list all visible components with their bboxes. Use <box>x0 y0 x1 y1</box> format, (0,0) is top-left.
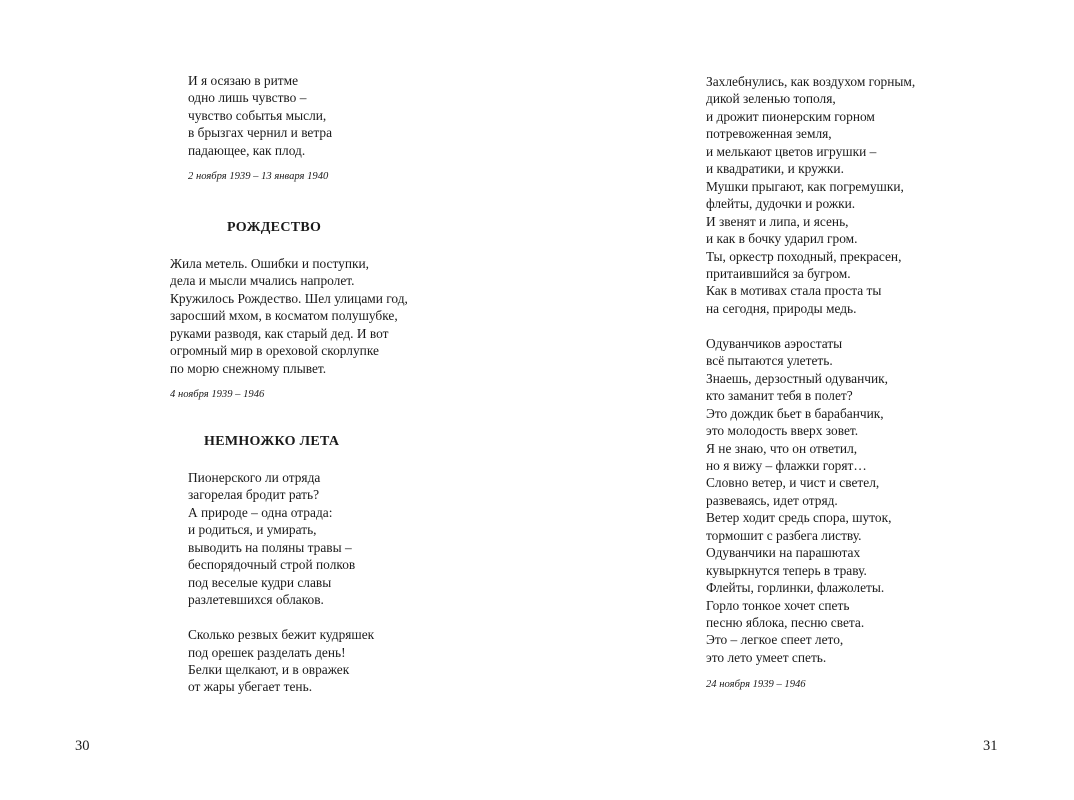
poem-line: Одуванчики на парашютах <box>706 545 861 561</box>
poem-line: Одуванчиков аэростаты <box>706 335 843 351</box>
poem-line: на сегодня, природы медь. <box>706 300 857 316</box>
poem-line: дикой зеленью тополя, <box>706 91 836 107</box>
poem-line: и дрожит пионерским горном <box>706 108 875 124</box>
stanza <box>188 626 374 696</box>
poem-line: Пионерского ли отряда <box>188 470 321 485</box>
poem-christmas-text <box>170 255 408 377</box>
poem-line: Захлебнулись, как воздухом горным, <box>706 74 916 89</box>
poem-line: всё пытаются улететь. <box>706 353 833 369</box>
poem-line: по морю снежному плывет. <box>170 360 327 376</box>
poem-line: заросший мхом, в косматом полушубке, <box>170 308 398 324</box>
poem-line: Кружилось Рождество. Шел улицами год, <box>170 290 408 306</box>
poem-line: И я осязаю в ритме <box>188 73 299 88</box>
fragment-date: 2 ноября 1939 – 13 января 1940 <box>188 171 329 182</box>
poem-line: дела и мысли мчались напролет. <box>170 273 355 289</box>
poem-line: песню яблока, песню света. <box>706 615 865 631</box>
poem-line: Как в мотивах стала проста ты <box>706 283 882 299</box>
poem-line: под веселые кудри славы <box>188 574 332 590</box>
poem-line: Это – легкое спеет лето, <box>706 632 844 648</box>
poem-line: Знаешь, дерзостный одуванчик, <box>706 370 889 386</box>
poem-line: кувыркнутся теперь в траву. <box>706 562 867 578</box>
poem-line: от жары убегает тень. <box>188 679 313 695</box>
poem-line: потревоженная земля, <box>706 126 832 142</box>
poem-line: Ветер ходит средь спора, шуток, <box>706 510 892 526</box>
poem-line: выводить на поляны травы – <box>188 539 352 555</box>
poem-line: Горло тонкое хочет спеть <box>706 597 850 613</box>
poem-line: Флейты, горлинки, флажолеты. <box>706 580 885 596</box>
poem-line: Я не знаю, что он ответил, <box>706 440 858 456</box>
poem-line: Словно ветер, и чист и светел, <box>706 475 880 491</box>
poem-line: чувство событья мысли, <box>188 107 327 123</box>
poem-line: и мелькают цветов игрушки – <box>706 143 877 159</box>
poem-line: разлетевшихся облаков. <box>188 592 324 608</box>
poem-line: загорелая бродит рать? <box>188 487 320 503</box>
poem-line: Белки щелкают, и в овражек <box>188 661 350 677</box>
poem-line: в брызгах чернил и ветра <box>188 125 333 141</box>
christmas-date: 4 ноября 1939 – 1946 <box>170 389 265 400</box>
poem-line: Ты, оркестр походный, прекрасен, <box>706 248 902 264</box>
poem-summer-text <box>188 469 374 696</box>
page-number-right: 31 <box>983 738 998 754</box>
poem-line: Мушки прыгают, как погремушки, <box>706 178 904 194</box>
poem-line: флейты, дудочки и рожки. <box>706 196 856 212</box>
poem-line: под орешек разделать день! <box>188 644 346 660</box>
poem-line: одно лишь чувство – <box>188 90 307 106</box>
poem-line: и родиться, и умирать, <box>188 522 317 538</box>
poem-line: и квадратики, и кружки. <box>706 161 844 177</box>
poem-fragment-ending <box>188 72 332 159</box>
poem-line: это молодость вверх зовет. <box>706 423 859 439</box>
poem-line: и как в бочку ударил гром. <box>706 231 858 247</box>
poem-line: Сколько резвых бежит кудряшек <box>188 627 375 643</box>
poem-line: Это дождик бьет в барабанчик, <box>706 405 884 421</box>
summer-poem-date: 24 ноября 1939 – 1946 <box>706 679 806 690</box>
poem-summer-continued <box>706 73 915 666</box>
stanza <box>188 469 374 609</box>
poem-title-christmas: РОЖДЕСТВО <box>227 220 322 235</box>
stanza <box>706 73 915 317</box>
poem-line: падающее, как плод. <box>188 142 306 158</box>
poem-line: А природе – одна отрада: <box>188 504 333 520</box>
poem-line: руками разводя, как старый дед. И вот <box>170 325 389 341</box>
poem-line: но я вижу – флажки горят… <box>706 457 867 473</box>
poem-line: тормошит с разбега листву. <box>706 527 862 543</box>
poem-line: это лето умеет спеть. <box>706 649 827 665</box>
poem-line: И звенят и липа, и ясень, <box>706 213 849 229</box>
poem-line: беспорядочный строй полков <box>188 557 356 573</box>
poem-line: огромный мир в ореховой скорлупке <box>170 343 379 359</box>
poem-line: развеваясь, идет отряд. <box>706 492 838 508</box>
stanza <box>706 335 915 667</box>
poem-title-summer: НЕМНОЖКО ЛЕТА <box>204 434 340 449</box>
poem-line: Жила метель. Ошибки и поступки, <box>170 256 370 271</box>
poem-line: притаившийся за бугром. <box>706 265 851 281</box>
poem-line: кто заманит тебя в полет? <box>706 388 853 404</box>
page-number-left: 30 <box>75 738 90 754</box>
